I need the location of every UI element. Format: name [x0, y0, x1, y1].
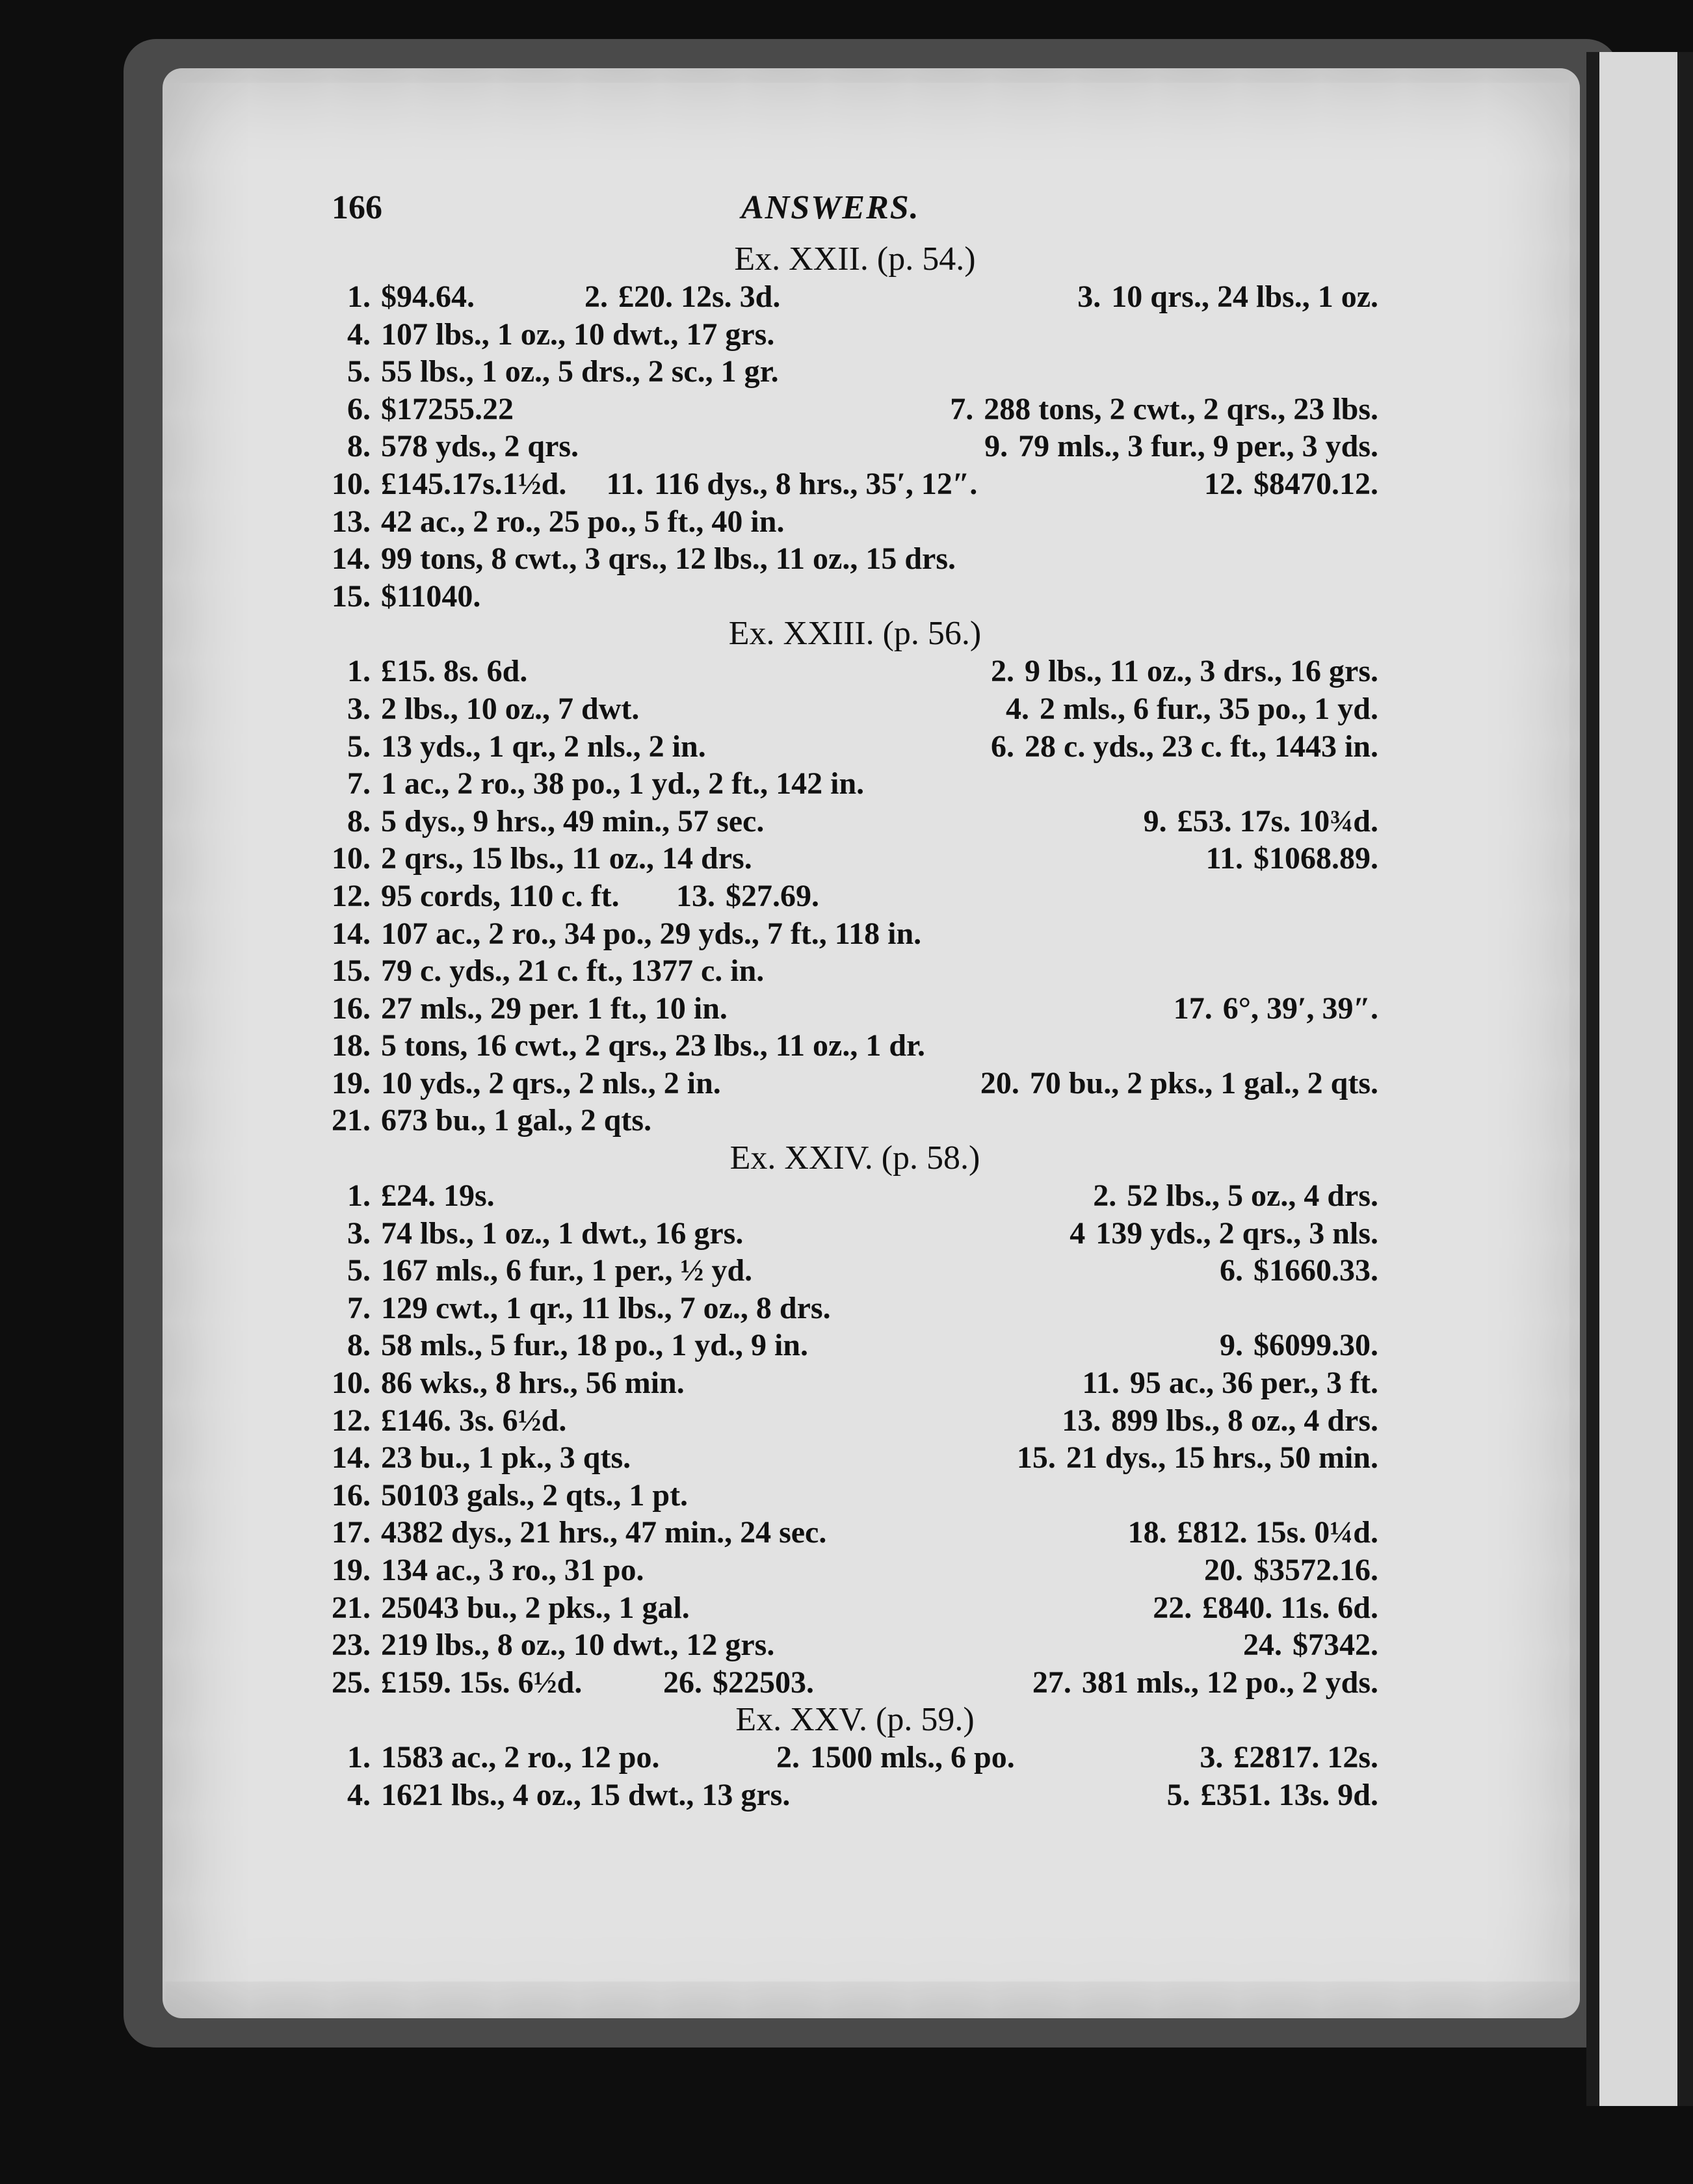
answer: 13. $27.69.: [676, 878, 819, 913]
answer: 1. $94.64.: [347, 280, 475, 314]
answer: 3. £2817. 12s.: [1200, 1740, 1378, 1775]
answer-line: [332, 1514, 1378, 1552]
answer: 2. 52 lbs., 5 oz., 4 drs.: [1093, 1178, 1378, 1214]
answer: 14. 107 ac., 2 ro., 34 po., 29 yds., 7 ft., 118 in.: [332, 916, 922, 951]
page-header: [332, 188, 1378, 240]
answer-line: [332, 391, 1378, 428]
answer: 2. 9 lbs., 11 oz., 3 drs., 16 grs.: [990, 654, 1378, 689]
answer: 18. £812. 15s. 0¼d.: [1127, 1515, 1378, 1550]
answer-line: [332, 952, 1378, 990]
answer-line: [332, 1252, 1378, 1290]
answer-line: [332, 765, 1378, 803]
answer: 5. 167 mls., 6 fur., 1 per., ½ yd.: [347, 1253, 753, 1288]
answer: 19. 10 yds., 2 qrs., 2 nls., 2 in.: [332, 1065, 721, 1100]
answer: 1. £24. 19s.: [347, 1178, 495, 1214]
answer: 14. 99 tons, 8 cwt., 3 qrs., 12 lbs., 11 oz., 15 drs.: [332, 541, 956, 577]
answer: 9. 79 mls., 3 fur., 9 per., 3 yds.: [984, 429, 1378, 464]
answer: 17. 6°, 39′, 39″.: [1173, 991, 1378, 1026]
answer-line: [332, 503, 1378, 541]
answer-line: [332, 1477, 1378, 1514]
answer-line: [332, 728, 1378, 766]
page-number: 166: [332, 189, 382, 226]
answer-line: [332, 915, 1378, 953]
answer: 12. 95 cords, 110 c. ft.: [332, 878, 620, 913]
answer: 8. 578 yds., 2 qrs.: [347, 429, 579, 464]
page-content: [332, 188, 1378, 1814]
answer-line: [332, 990, 1378, 1028]
answer: 3. 2 lbs., 10 oz., 7 dwt.: [347, 691, 640, 726]
answer-line: [332, 1552, 1378, 1589]
answer: 14. 23 bu., 1 pk., 3 qts.: [332, 1440, 631, 1476]
answer: 11. 116 dys., 8 hrs., 35′, 12″.: [606, 466, 978, 501]
answer: 26. $22503.: [663, 1665, 814, 1700]
answer: 20. $3572.16.: [1204, 1553, 1378, 1587]
answer: 10. 86 wks., 8 hrs., 56 min.: [332, 1366, 685, 1401]
answer: 19. 134 ac., 3 ro., 31 po.: [332, 1553, 644, 1587]
answer-line: [332, 1027, 1378, 1065]
answer: 16. 27 mls., 29 per. 1 ft., 10 in.: [332, 991, 728, 1026]
answer: 5. 13 yds., 1 qr., 2 nls., 2 in.: [347, 729, 706, 764]
section-heading: Ex. XXII. (p. 54.): [734, 240, 976, 278]
answer-line: [332, 578, 1378, 616]
section-heading: Ex. XXIV. (p. 58.): [729, 1139, 980, 1177]
answer-line: [332, 1626, 1378, 1664]
answer: 6. 28 c. yds., 23 c. ft., 1443 in.: [991, 729, 1378, 764]
answer: 21. 25043 bu., 2 pks., 1 gal.: [332, 1590, 690, 1625]
answer-line: [332, 1776, 1378, 1814]
answer: 1. £15. 8s. 6d.: [347, 654, 528, 689]
answer: 8. 58 mls., 5 fur., 18 po., 1 yd., 9 in.: [347, 1328, 808, 1363]
section-heading: Ex. XXV. (p. 59.): [735, 1701, 975, 1739]
answer: 4 139 yds., 2 qrs., 3 nls.: [1070, 1216, 1378, 1251]
answer-line: [332, 1439, 1378, 1477]
answer: 20. 70 bu., 2 pks., 1 gal., 2 qts.: [980, 1065, 1378, 1100]
answer-line: [332, 690, 1378, 728]
answer: 7. 288 tons, 2 cwt., 2 qrs., 23 lbs.: [950, 391, 1378, 426]
answer: 9. £53. 17s. 10¾d.: [1143, 803, 1378, 838]
answer: 9. $6099.30.: [1220, 1328, 1378, 1363]
answer: 15. 21 dys., 15 hrs., 50 min.: [1016, 1440, 1378, 1476]
answer: 11. $1068.89.: [1205, 841, 1378, 876]
answer: 4. 1621 lbs., 4 oz., 15 dwt., 13 grs.: [347, 1777, 791, 1812]
answer: 8. 5 dys., 9 hrs., 49 min., 57 sec.: [347, 803, 765, 838]
answer-line: [332, 1364, 1378, 1402]
answer: 13. 42 ac., 2 ro., 25 po., 5 ft., 40 in.: [332, 504, 785, 539]
answer-line: [332, 316, 1378, 354]
answer: 13. 899 lbs., 8 oz., 4 drs.: [1062, 1403, 1378, 1438]
answer: 1. 1583 ac., 2 ro., 12 po.: [347, 1740, 660, 1775]
answer: 12. $8470.12.: [1204, 466, 1378, 501]
answer: 25. £159. 15s. 6½d.: [332, 1665, 583, 1700]
answer-line: [332, 1065, 1378, 1102]
answer-line: [332, 878, 1378, 915]
answer: 16. 50103 gals., 2 qts., 1 pt.: [332, 1477, 689, 1513]
answer: 24. $7342.: [1243, 1628, 1378, 1663]
section-heading: Ex. XXIII. (p. 56.): [728, 615, 982, 653]
answer-line: [332, 840, 1378, 878]
answer: 27. 381 mls., 12 po., 2 yds.: [1032, 1665, 1378, 1700]
answer: 22. £840. 11s. 6d.: [1153, 1590, 1378, 1625]
answer: 17. 4382 dys., 21 hrs., 47 min., 24 sec.: [332, 1515, 827, 1550]
answer-line: [332, 1664, 1378, 1702]
answer: 7. 1 ac., 2 ro., 38 po., 1 yd., 2 ft., 142 in.: [347, 766, 865, 801]
answer: 3. 74 lbs., 1 oz., 1 dwt., 16 grs.: [347, 1216, 744, 1251]
answer: 12. £146. 3s. 6½d.: [332, 1403, 567, 1438]
answer-line: [332, 1739, 1378, 1776]
answer: 5. £351. 13s. 9d.: [1166, 1777, 1378, 1812]
answer-line: [332, 1589, 1378, 1627]
answer-line: [332, 540, 1378, 578]
answer-line: [332, 653, 1378, 690]
answer-line: [332, 278, 1378, 316]
answer: 2. £20. 12s. 3d.: [584, 280, 781, 314]
answer-line: [332, 353, 1378, 391]
answer: 11. 95 ac., 36 per., 3 ft.: [1082, 1366, 1378, 1401]
running-head: ANSWERS.: [741, 189, 920, 226]
answer-line: [332, 1215, 1378, 1253]
answer-line: [332, 1177, 1378, 1215]
answer: 23. 219 lbs., 8 oz., 10 dwt., 12 grs.: [332, 1628, 775, 1663]
answer: 15. $11040.: [332, 578, 481, 614]
answer-line: [332, 1327, 1378, 1364]
answer-line: [332, 1290, 1378, 1327]
answer: 15. 79 c. yds., 21 c. ft., 1377 c. in.: [332, 954, 765, 989]
answer: 4. 2 mls., 6 fur., 35 po., 1 yd.: [1006, 691, 1378, 726]
answer-line: [332, 803, 1378, 840]
answer-line: [332, 1402, 1378, 1440]
answer: 10. £145.17s.1½d.: [332, 466, 567, 501]
answer: 21. 673 bu., 1 gal., 2 qts.: [332, 1103, 652, 1138]
answer-line: [332, 465, 1378, 503]
answer: 6. $1660.33.: [1220, 1253, 1378, 1288]
answer: 10. 2 qrs., 15 lbs., 11 oz., 14 drs.: [332, 841, 752, 876]
answer-line: [332, 1102, 1378, 1139]
answer: 6. $17255.22: [347, 391, 514, 426]
answer: 18. 5 tons, 16 cwt., 2 qrs., 23 lbs., 11 oz., 1 dr.: [332, 1028, 925, 1063]
facing-page-edge: [1586, 52, 1693, 2106]
answer: 2. 1500 mls., 6 po.: [776, 1740, 1015, 1775]
answer: 7. 129 cwt., 1 qr., 11 lbs., 7 oz., 8 drs.: [347, 1290, 831, 1325]
answer: 4. 107 lbs., 1 oz., 10 dwt., 17 grs.: [347, 317, 775, 352]
answer: 3. 10 qrs., 24 lbs., 1 oz.: [1077, 280, 1378, 314]
answer-line: [332, 428, 1378, 465]
answer: 5. 55 lbs., 1 oz., 5 drs., 2 sc., 1 gr.: [347, 354, 779, 389]
